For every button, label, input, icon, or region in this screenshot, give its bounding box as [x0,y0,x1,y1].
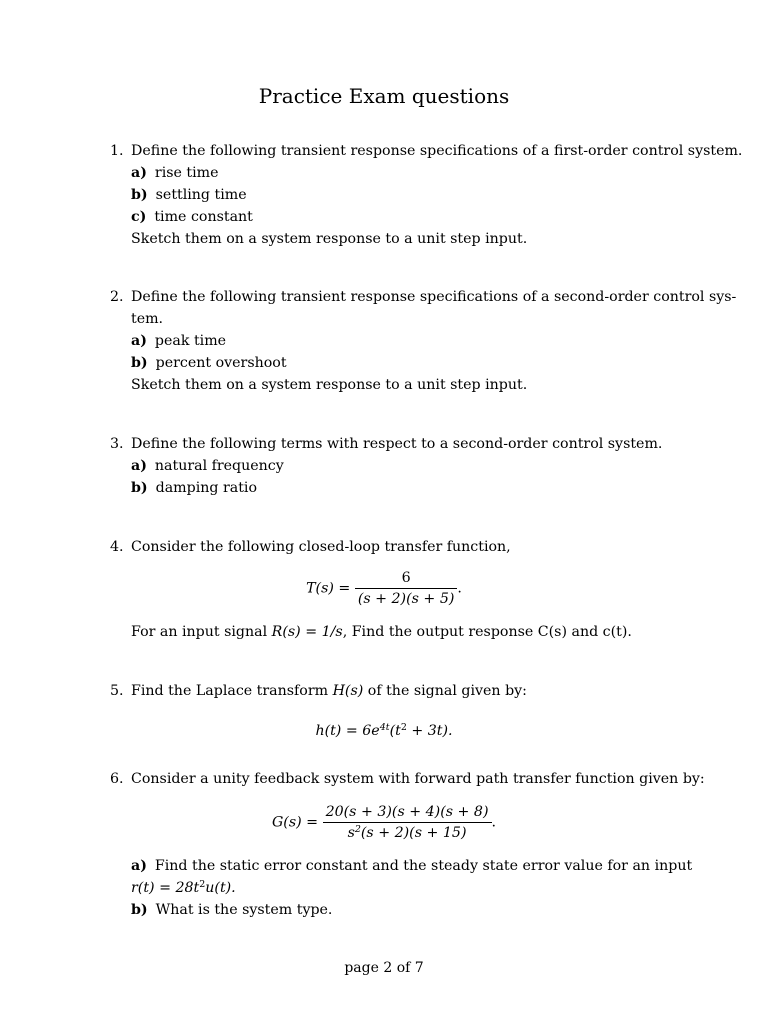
q5-eq-rest: + 3t). [406,723,453,739]
q1-item-a-label: a) [131,165,147,181]
q6-eq-den-pre: s [347,825,355,841]
q4-text: Consider the following closed-loop transfer function, [131,539,511,555]
q5-eq-exp2: 2 [400,722,407,733]
q6-part-b-text: What is the system type. [155,902,333,918]
q5-eq-exp: 4t [379,722,390,733]
q6-part-a-exp: 2 [199,879,206,890]
page-title: Practice Exam questions [258,84,510,108]
q6-part-a-rest: u(t). [205,880,236,896]
q1-item-a [131,162,219,184]
q1-sketch: Sketch them on a system response to a unit step input. [131,231,528,247]
q1-item-a-text: rise time [154,165,219,181]
q2-text-line1: Define the following transient response specifications of a second-order control sys- [131,289,737,305]
q5-text [131,680,527,702]
q6-eq-numerator: 20(s + 3)(s + 4)(s + 8) [325,804,489,820]
q5-equation [0,720,768,742]
q5-text-post: of the signal given by: [363,683,527,699]
q6-part-b-label: b) [131,902,148,918]
q5-eq-lhs: h(t) = 6e [315,723,380,739]
q1-text: Define the following transient response specifications of a first-order control system. [131,143,743,159]
q2-item-b-label: b) [131,355,148,371]
q6-eq-fraction [323,802,492,843]
q5-number: 5. [110,683,124,699]
q4-followup-post: , Find the output response C(s) and c(t). [342,624,632,640]
q1-item-c-label: c) [131,209,147,225]
q4-equation [0,568,768,609]
q6-equation [0,802,768,843]
q5-eq-mid: (t [389,723,401,739]
q2-item-b-text: percent overshoot [155,355,287,371]
q4-followup-pre: For an input signal [131,624,272,640]
q3-item-b [131,477,257,499]
q3-item-a [131,455,284,477]
q1-item-c-text: time constant [154,209,253,225]
q4-eq-fraction [355,568,458,609]
q2-item-a-label: a) [131,333,147,349]
q6-part-a-text: Find the static error constant and the steady state error value for an input [154,858,693,874]
q1-item-b [131,184,247,206]
q6-eq-den-post: (s + 2)(s + 15) [360,825,467,841]
q3-item-a-text: natural frequency [154,458,284,474]
q3-item-b-label: b) [131,480,148,496]
q1-item-b-label: b) [131,187,148,203]
q3-item-b-text: damping ratio [155,480,258,496]
q6-part-a [131,855,692,877]
q6-part-b [131,899,332,921]
q6-eq-denominator [323,822,492,843]
q6-eq-lhs: G(s) = [271,814,319,831]
q2-text-line2: tem. [131,311,164,327]
q4-eq-denominator: (s + 2)(s + 5) [355,588,458,609]
q1-item-c [131,206,253,228]
q1-number: 1. [110,143,124,159]
q6-part-a-math: r(t) = 28t [131,880,200,896]
q3-number: 3. [110,436,124,452]
q6-eq-end: . [491,814,497,831]
q6-eq-den-exp: 2 [354,824,361,835]
q2-item-a [131,330,226,352]
q3-text: Define the following terms with respect to a second-order control system. [131,436,663,452]
q6-part-a-line2 [131,877,236,899]
q2-item-a-text: peak time [154,333,227,349]
q4-eq-end: . [457,580,462,597]
q6-part-a-label: a) [131,858,147,874]
q4-eq-lhs: T(s) = [306,580,351,597]
q3-item-a-label: a) [131,458,147,474]
q6-number: 6. [110,771,124,787]
q1-item-b-text: settling time [155,187,247,203]
q4-eq-numerator: 6 [401,570,411,586]
q4-followup [131,621,632,643]
q5-text-pre: Find the Laplace transform [131,683,333,699]
q4-number: 4. [110,539,124,555]
q4-followup-math: R(s) = 1/s [271,624,343,640]
q2-number: 2. [110,289,124,305]
q2-sketch: Sketch them on a system response to a unit step input. [131,377,528,393]
q6-text: Consider a unity feedback system with forward path transfer function given by: [131,771,705,787]
page-number: page 2 of 7 [344,960,424,976]
q2-item-b [131,352,287,374]
q5-text-math: H(s) [332,683,364,699]
